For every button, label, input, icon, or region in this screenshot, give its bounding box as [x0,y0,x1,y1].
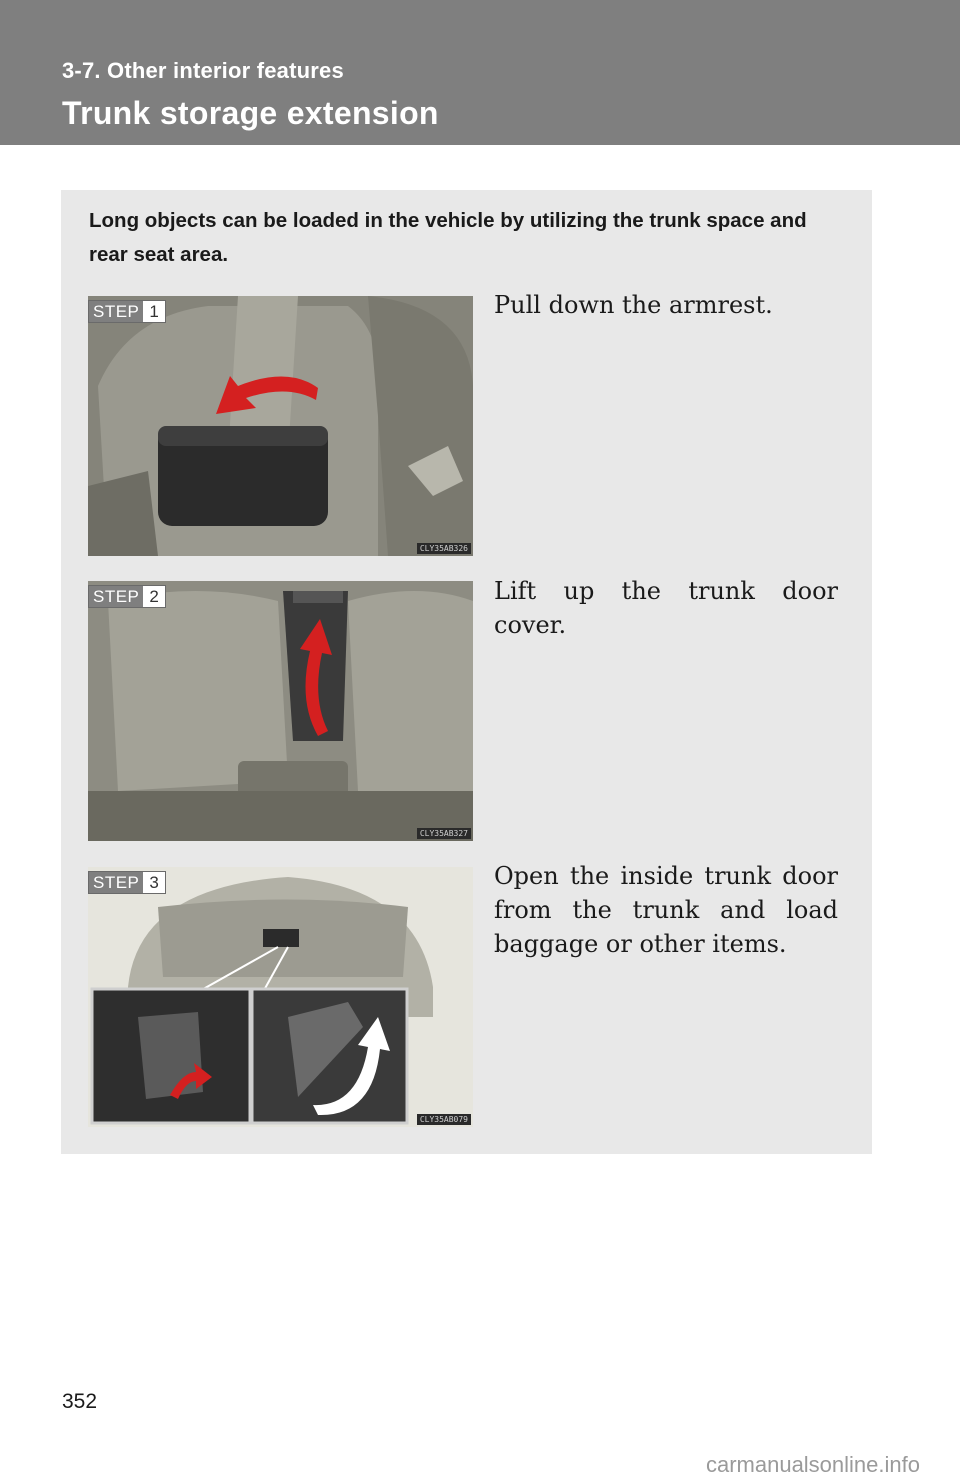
step-2-badge [88,585,166,608]
watermark-link[interactable]: carmanualsonline.info [705,1452,920,1477]
image-code: CLY35AB326 [417,543,471,554]
page-header [0,0,960,145]
section-label: 3-7. Other interior features [62,58,344,83]
step-3-badge [88,871,166,894]
armrest-illustration [88,296,473,556]
step-3-text: Open the inside trunk door from the trunk and load baggage or other items. [494,862,838,958]
step-badge-number: 2 [143,586,164,607]
step-badge-number: 1 [143,301,164,322]
step-2-image [88,581,473,841]
page-number: 352 [62,1390,98,1413]
step-1-text: Pull down the armrest. [494,291,773,319]
intro-text: Long objects can be loaded in the vehicle by utilizing the trunk space and rear seat area. [89,209,807,266]
content-panel [61,190,872,1154]
image-code: CLY35AB079 [417,1114,471,1125]
step-3-image [88,867,473,1127]
page-title: Trunk storage extension [62,95,439,131]
step-badge-label: STEP [89,872,143,893]
step-badge-label: STEP [89,301,143,322]
step-1-image [88,296,473,556]
image-code: CLY35AB327 [417,828,471,839]
step-badge-number: 3 [143,872,164,893]
step-badge-label: STEP [89,586,143,607]
step-2-text: Lift up the trunk door cover. [494,577,838,639]
trunk-interior-illustration [88,867,473,1127]
trunk-door-cover-illustration [88,581,473,841]
step-1-badge [88,300,166,323]
